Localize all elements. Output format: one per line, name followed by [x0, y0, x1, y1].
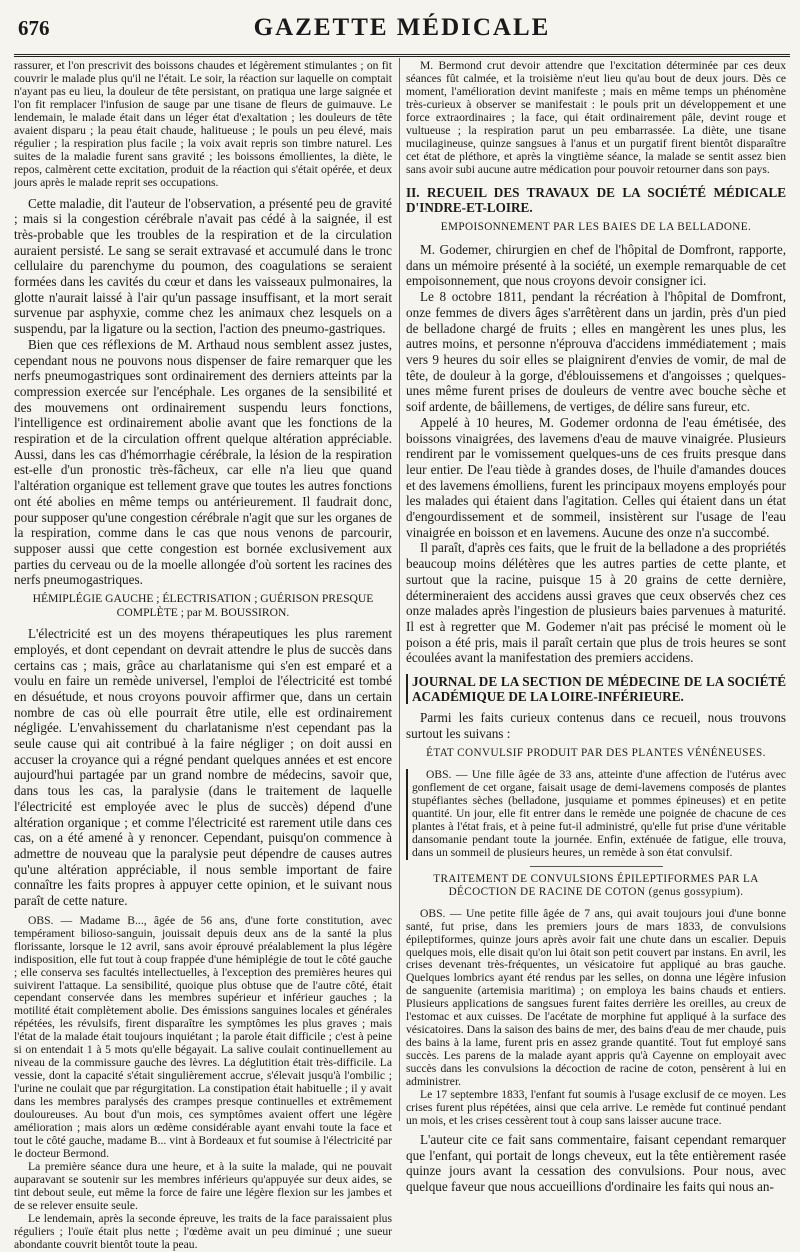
section-heading-hemiplegie: HÉMIPLÉGIE GAUCHE ; ÉLECTRISATION ; GUÉRISON PRESQUE COMPLÈTE ; par M. BOUSSIRON.	[32, 592, 374, 620]
section-heading-journal: JOURNAL DE LA SECTION DE MÉDECINE DE LA SOCIÉTÉ ACADÉMIQUE DE LA LOIRE-INFÉRIEURE.	[406, 674, 786, 704]
page-number: 676	[18, 16, 50, 40]
paragraph: rassurer, et l'on prescrivit des boissons chaudes et légèrement stimulantes ; on fit couvrir le malade plus qu'il ne l'était. Le soir, la réaction sur laquelle on comptait n'ayant pas eu lieu, la douleur de tête persistant, on pratiqua une large saignée et l'on fit remplacer l'infusion de sauge par une tisane de fleurs de guimauve. Le lendemain, le malade était dans un léger état d'exaltation ; les douleurs de tête avaient disparu ; la peau était chaude, halitueuse ; le pouls un peu élevé, mais régulier ; la respiration plus facile ; la voix avait repris son timbre naturel. Les suites de la maladie furent sans gravité ; les boissons émollientes, la diète, le repos, calmèrent cette excitation, produit de la réaction qui s'était opérée, et deux jours après le malade reprit ses occupations.	[14, 59, 392, 189]
right-column	[406, 59, 786, 1194]
paragraph: OBS. — Une fille âgée de 33 ans, atteinte d'une affection de l'utérus avec gonflement de cet organe, faisait usage de demi-lavemens composés de plantes stupéfiantes sèches (belladone, jusquiame et pommes épineuses) et en petite quantité. Un jour, elle fit entrer dans le remède une poignée de chacune de ces plantes à l'état frais, et à peine fut-il administré, qu'elle fut prise d'une véritable dansomanie pendant toute la journée. Enfin, exténuée de fatigue, elle trouva, dans un sommeil de plusieurs heures, un remède à son état convulsif.	[406, 769, 786, 860]
subheading-empoisonnement: EMPOISONNEMENT PAR LES BAIES DE LA BELLADONE.	[440, 220, 752, 233]
section-heading-recueil: II. RECUEIL DES TRAVAUX DE LA SOCIÉTÉ MÉDICALE D'INDRE-ET-LOIRE.	[406, 184, 786, 215]
paragraph: Bien que ces réflexions de M. Arthaud nous semblent assez justes, cependant nous ne pouvons nous dispenser de faire remarquer que les nerfs pneumogastriques sont ordinairement des derniers atteints par la compression exercée sur l'encéphale. Les organes de la sensibilité et des mouvemens ont ordinairement suspendu leurs fonctions, l'intelligence est ordinairement abolie avant que les fonctions de la respiration et de la circulation offrent quelque altération appréciable. Aussi, dans les cas d'hémorrhagie cérébrale, la lésion de la respiration est-elle d'un pronostic très-fâcheux, car elle n'a lieu que quand l'altération organique est tellement grave que toutes les autres fonctions ont été abolies en même temps ou antérieurement. Il faudrait donc, pour supposer qu'une congestion cérébrale n'agit que sur les organes de la respiration, comme dans le cas que nous venons de parcourir, supposer aussi que cette congestion est bornée exclusivement aux parties du cerveau ou de la moelle allongée d'où sortent les racines des nerfs pneumogastriques.	[14, 336, 392, 588]
paragraph: M. Bermond crut devoir attendre que l'excitation déterminée par ces deux séances fût calmée, et la troisième n'eut lieu qu'au bout de deux jours. Dès ce moment, l'amélioration devint manifeste ; mais en même temps un phénomène très-curieux à observer se manifestait : le pouls prit un développement et une force extraordinaires ; la face, qui était ordinairement pâle, devint rouge et vultueuse ; la respiration parut un peu embarrassée. La diète, une tisane mucilagineuse, quinze sangsues à l'anus et un purgatif firent bientôt disparaître cet état de pléthore, et après la vingtième séance, la malade se sentit assez bien sans avoir subi aucune autre médication pour pouvoir retourner dans son pays.	[406, 59, 786, 176]
paragraph: OBS. — Une petite fille âgée de 7 ans, qui avait toujours joui d'une bonne santé, fut prise, dans les premiers jours de mars 1833, de convulsions épileptiformes, quinze jours après avoir fait une chute dans un escalier. Depuis quelques mois, elle disait qu'on lui ôtait son petit couvert par instans. En avril, les crises devenant très-fréquentes, un vésicatoire fut appliqué au bras gauche. Quelques lombrics ayant été rendus par les selles, on donna une légère infusion de sanguenite (artemisia maritima) ; on employa les bains chauds et entiers. Plusieurs applications de sangsues furent faites derrière les oreilles, au creux de l'estomac et aux cuisses. De l'acétate de morphine fut appliqué à la surface des vésicatoires. Dans la saison des bains de mer, des bains d'eau de mer chaude, puis des bains à la lame, furent pris en assez grande quantité. Tout fut employé sans succès. Les parens de la malade ayant appris qu'à Cayenne on employait avec succès dans les convulsions la décoction de racine de coton, pensèrent à lui en administrer.	[406, 906, 786, 1089]
paragraph: Appelé à 10 heures, M. Godemer ordonna de l'eau émétisée, des boissons vinaigrées, des lavemens d'eau de mauve vinaigrée. Plusieurs rendirent par le vomissement quelques-uns de ces fruits presque dans leur entier. De l'eau tiède à grandes doses, de l'huile d'amandes douces et des lavemens émolliens, furent les principaux moyens employés pour les malades qui étaient dans l'agitation. Celles qui étaient dans un état d'engourdissement et de sommeil, insistèrent sur l'usage de l'eau vinaigrée en boisson et en lavemens. Aucune des onze n'a succombé.	[406, 414, 786, 540]
subheading-etat-convulsif: ÉTAT CONVULSIF PRODUIT PAR DES PLANTES VÉNÉNEUSES.	[426, 747, 766, 760]
divider	[530, 866, 663, 867]
paragraph: La première séance dura une heure, et à la suite la malade, qui ne pouvait auparavant se soutenir sur les membres inférieurs qu'appuyée sur deux aides, se tint debout seule, eut même la force de faire une légère flexion sur les jambes et de se relever ensuite seule.	[14, 1159, 392, 1212]
paragraph: L'électricité est un des moyens thérapeutiques les plus rarement employés, et dont cependant on devrait attendre le plus de succès dans certains cas ; mais, grâce au charlatanisme qui s'en est emparé et a voulu en faire un remède universel, l'emploi de l'électricité est tombé en désuétude, et nous croyons pouvoir affirmer que, dans un certain nombre de cas où elle pourrait être utile, elle est ordinairement négligée. L'envahissement du charlatanisme n'est cependant pas la seule cause qui ait contribué à la faire négliger ; on doit aussi en accuser la croyance qui a régné pendant quelques années et est encore aujourd'hui partagée par un grand nombre de médecins, savoir que, dans tous les cas, la paralysie (dans le traitement de laquelle l'électricité est employée avec le plus de succès) dépend d'une altération organique ; et comme l'électricité est rarement utile dans ces cas, on a été amené à y renoncer. Cependant, puisqu'on commence à admettre de nouveau que la paralysie peut dépendre de causes autres qu'une altération appréciable, il nous semble important de faire connaître les faits propres à appuyer cette opinion, et le suivant nous paraît de cette nature.	[14, 626, 392, 909]
paragraph: Le 8 octobre 1811, pendant la récréation à l'hôpital de Domfront, onze femmes de divers âges s'arrêtèrent dans un jardin, près d'un pied de belladone chargé de fruits ; elles en mangèrent les unes plus, les autres moins, et personne n'éprouva d'accidens immédiatement ; mais vers 9 heures du soir elles se plaignirent d'envies de vomir, de mal de tête, de douleur à la gorge, d'éblouissemens et d'angoisses ; quelques-unes même furent prises de douleurs de ventre avec bouche sèche et soif ardente, de bâillemens, de vertiges, de délire sans fureur, etc.	[406, 289, 786, 415]
journal-title: GAZETTE MÉDICALE	[253, 14, 551, 41]
header-rule	[14, 54, 790, 57]
paragraph: M. Godemer, chirurgien en chef de l'hôpital de Domfront, rapporte, dans un mémoire présenté à la société, un exemple remarquable de cet empoisonnement, que nous croyons devoir consigner ici.	[406, 242, 786, 289]
page-header	[18, 14, 786, 48]
paragraph: Le lendemain, après la seconde épreuve, les traits de la face paraissaient plus réguliers ; l'ouïe était plus nette ; l'œdème avait un peu diminué ; une sueur abondante couvrit bientôt toute la peau.	[14, 1211, 392, 1251]
paragraph: Le 17 septembre 1833, l'enfant fut soumis à l'usage exclusif de ce moyen. Les crises furent plus répétées, ainsi que cela arrive. Le remède fut continué pendant un mois, et les crises cessèrent tout à coup sans laisser aucune trace.	[406, 1087, 786, 1127]
paragraph: Parmi les faits curieux contenus dans ce recueil, nous trouvons surtout les suivans :	[406, 710, 786, 741]
left-column	[14, 59, 392, 1251]
column-divider	[399, 58, 400, 1121]
paragraph: Cette maladie, dit l'auteur de l'observation, a présenté peu de gravité ; mais si la congestion cérébrale n'avait pas cédé à la saignée, il est très-probable que les troubles de la respiration et de la circulation auraient persisté. Le sang se serait extravasé et accumulé dans le tronc cellulaire du parenchyme du poumon, des coagulations se seraient formées dans les cavités du cœur et dans les vaisseaux pulmonaires, la glotte n'aurait laissé à l'air qu'un passage insuffisant, et la mort serait survenue par asphyxie, comme chez les animaux chez lesquels on a suspendu, par la ligature ou la section, l'action des pneumo-gastriques.	[14, 195, 392, 337]
paragraph: Il paraît, d'après ces faits, que le fruit de la belladone a des propriétés beaucoup moins délétères que les autres parties de cette plante, et surtout que la racine, puisque 15 à 20 grains de cette dernière, détermineraient des accidens aussi graves que ceux observés chez ces onze malades après l'ingestion de plusieurs baies parvenues à maturité. Il est à regretter que M. Godemer n'ait pas précisé le moment où le poison a été pris, mais il paraît certain que plus de trois heures se sont écoulées avant la manifestation des premiers accidens.	[406, 540, 786, 666]
paragraph: OBS. — Madame B..., âgée de 56 ans, d'une forte constitution, avec tempérament bilioso-sanguin, jouissait depuis deux ans de la santé la plus florissante, lorsque le 12 avril, sans avoir éprouvé préalablement la plus légère indisposition, elle fut tout à coup frappée d'une hémiplégie de tout le côté gauche ; elle conserva ses facultés intellectuelles, à l'exception des premières heures qui suivirent l'attaque. La sensibilité, quoique plus obtuse que de l'autre côté, était cependant conservée dans les membres supérieur et inférieur gauches ; la motilité était complètement abolie. Des émissions sanguines locales et générales répétées, les révulsifs, firent disparaître les symptômes les plus graves ; mais l'état de la malade était toujours inquiétant ; la parole était difficile ; c'est à peine si on entendait 1 à 5 mots qu'elle bégayait. La salive coulait continuellement au niveau de la commissure gauche des lèvres. La déglutition était très-difficile. La vessie, dont la capacité s'était singulièrement accrue, s'élevait jusqu'à l'ombilic ; l'urine ne coulait que par régurgitation. La constipation était habituelle ; il y avait dans les membres paralysés des crampes presque continuelles et extrêmement douloureuses. Au bout d'un mois, ces symptômes avaient offert une légère amélioration ; mais alors un œdème considérable ayant envahi toute la face et tout le côté gauche, madame B... vint à Bordeaux et fut soumise à l'électricité par le docteur Bermond.	[14, 913, 392, 1160]
subheading-traitement: TRAITEMENT DE CONVULSIONS ÉPILEPTIFORMES PAR LA DÉCOCTION DE RACINE DE COTON (genus gossypium).	[433, 872, 759, 899]
paragraph: L'auteur cite ce fait sans commentaire, faisant cependant remarquer que l'enfant, qui portait de longs cheveux, eut la tête entièrement rasée quinze jours avant la cessation des convulsions. Pour nous, avec quelque faveur que nous accueillions d'ordinaire les faits qui nous an-	[406, 1131, 786, 1194]
